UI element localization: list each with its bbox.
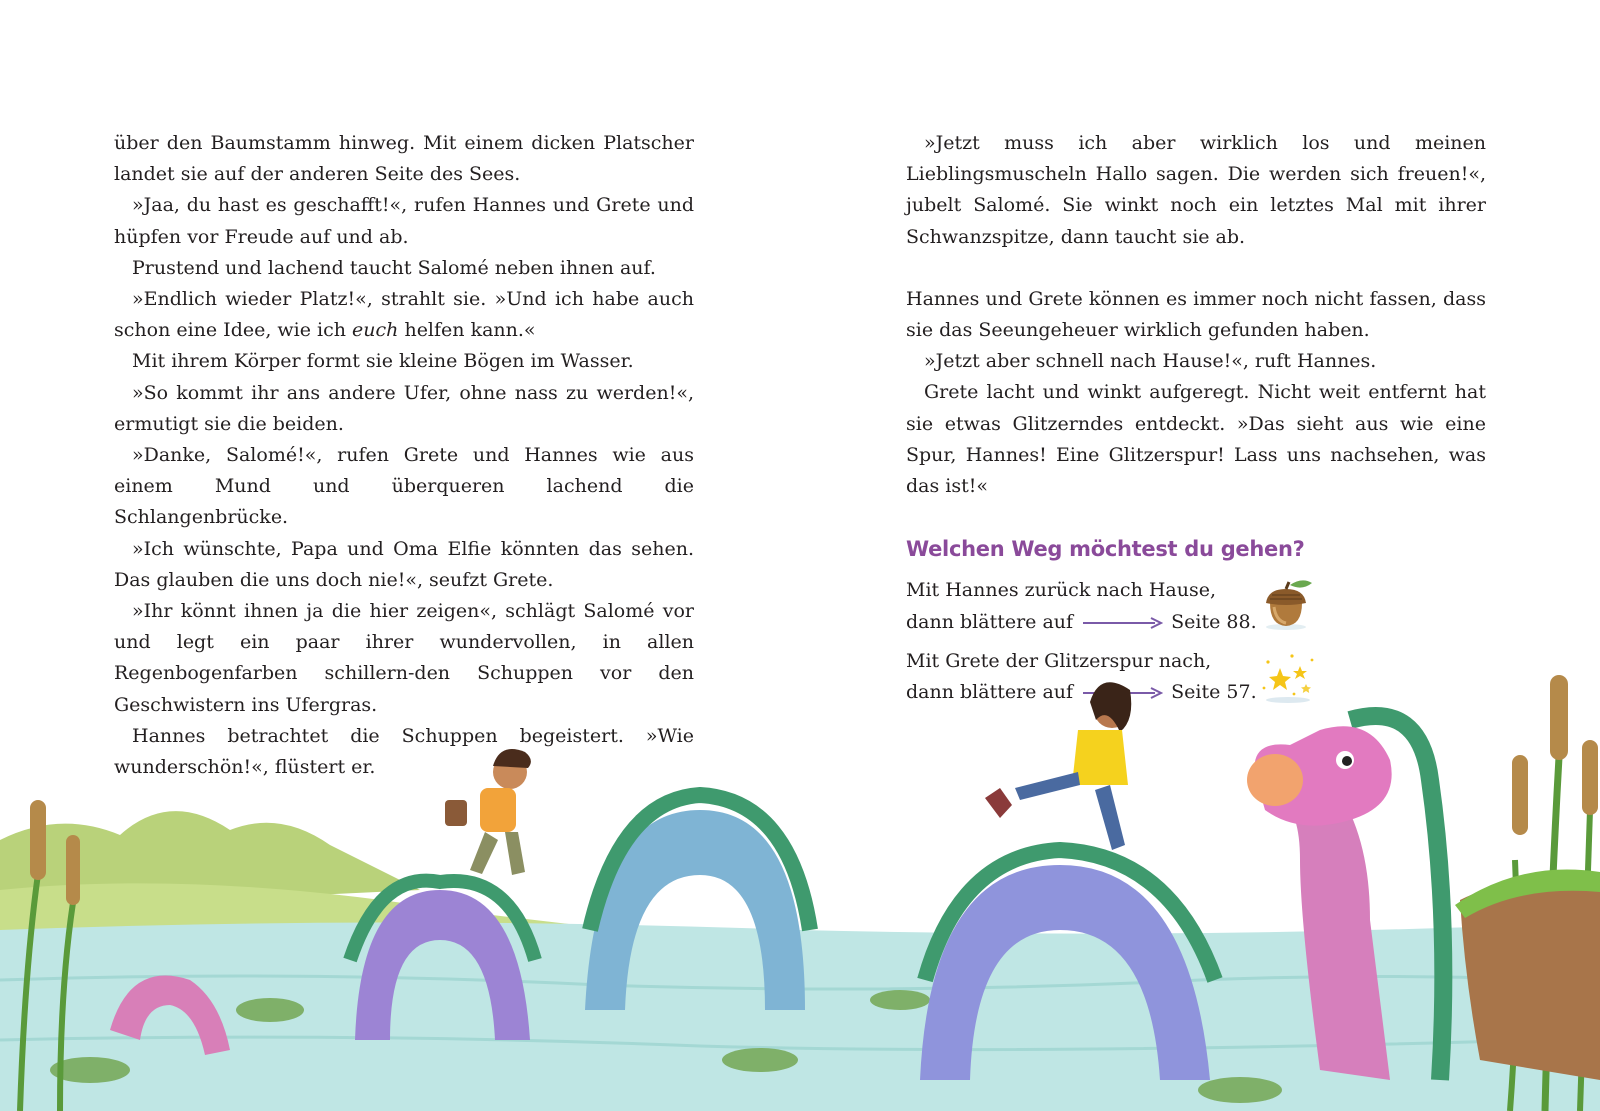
paragraph: Mit ihrem Körper formt sie kleine Bögen im Wasser.	[132, 350, 634, 373]
boy-character	[445, 749, 531, 875]
paragraph: »So kommt ihr ans andere Ufer, ohne nass zu werden!«, ermutigt sie die beiden.	[114, 381, 694, 435]
page-link-57[interactable]: Seite 57.	[1171, 681, 1257, 704]
paragraph: »Jetzt aber schnell nach Hause!«, ruft Hannes.	[924, 350, 1377, 373]
choice-option-home[interactable]	[906, 575, 1486, 637]
paragraph: Prustend und lachend taucht Salomé neben ihnen auf.	[132, 256, 656, 279]
lily-pad	[236, 998, 304, 1022]
paragraph: »Jaa, du hast es geschafft!«, rufen Hannes und Grete und hüpfen vor Freude auf und ab.	[114, 194, 694, 248]
paragraph: Hannes und Grete können es immer noch nicht fassen, dass sie das Seeungeheuer wirklich gefunden haben.	[906, 287, 1486, 342]
lily-pad	[722, 1048, 798, 1072]
girl-character	[985, 682, 1131, 850]
lily-pad	[1198, 1077, 1282, 1103]
choice-text: Mit Grete der Glitzerspur nach,	[906, 649, 1212, 672]
paragraph: »Ihr könnt ihnen ja die hier zeigen«, schlägt Salomé vor und legt ein paar ihrer wundervollen, in allen Regenbogenfarben schillern-den Schuppen vor den Geschwistern ins Ufergras.	[114, 600, 694, 716]
lily-pad	[870, 990, 930, 1010]
choice-question-heading: Welchen Weg möchtest du gehen?	[906, 537, 1305, 562]
choice-prefix: dann blättere auf	[906, 681, 1074, 704]
right-text-column	[906, 128, 1486, 716]
paragraph: »Danke, Salomé!«, rufen Grete und Hannes wie aus einem Mund und überqueren lachend die Schlangenbrücke.	[114, 444, 694, 529]
paragraph: Grete lacht und winkt aufgeregt. Nicht weit entfernt hat sie etwas Glitzerndes entdeckt. »Das sieht aus wie eine Spur, Hannes! Eine Glitzerspur! Lass uns nachsehen, was das ist!«	[906, 381, 1486, 498]
paragraph: über den Baumstamm hinweg. Mit einem dicken Platscher landet sie auf der anderen Seite des Sees.	[114, 132, 694, 186]
emphasis-text: euch	[352, 319, 399, 342]
acorn-icon	[1256, 577, 1320, 633]
serpent-snout	[1247, 754, 1303, 806]
paragraph-text: »Endlich wieder Platz!«, strahlt sie. »Und ich habe auch schon eine Idee, wie ich	[114, 288, 694, 342]
paragraph: »Jetzt muss ich aber wirklich los und meinen Lieblingsmuscheln Hallo sagen. Die werden sich freuen!«, jubelt Salomé. Sie winkt noch ein letztes Mal mit ihrer Schwanzspitze, dann taucht sie ab.	[906, 132, 1486, 248]
choice-prefix: dann blättere auf	[906, 610, 1074, 633]
choice-text: Mit Hannes zurück nach Hause,	[906, 579, 1217, 602]
paragraph-text: helfen kann.«	[404, 319, 536, 342]
paragraph: Hannes betrachtet die Schuppen begeistert. »Wie wunderschön!«, flüstert er.	[114, 724, 694, 779]
paragraph: »Ich wünschte, Papa und Oma Elfie könnten das sehen. Das glauben die uns doch nie!«, seufzt Grete.	[114, 537, 694, 591]
page-link-88[interactable]: Seite 88.	[1171, 610, 1257, 633]
arrow-right-icon	[1081, 617, 1163, 629]
paragraph	[114, 284, 694, 346]
lake-illustration	[0, 660, 1600, 1111]
